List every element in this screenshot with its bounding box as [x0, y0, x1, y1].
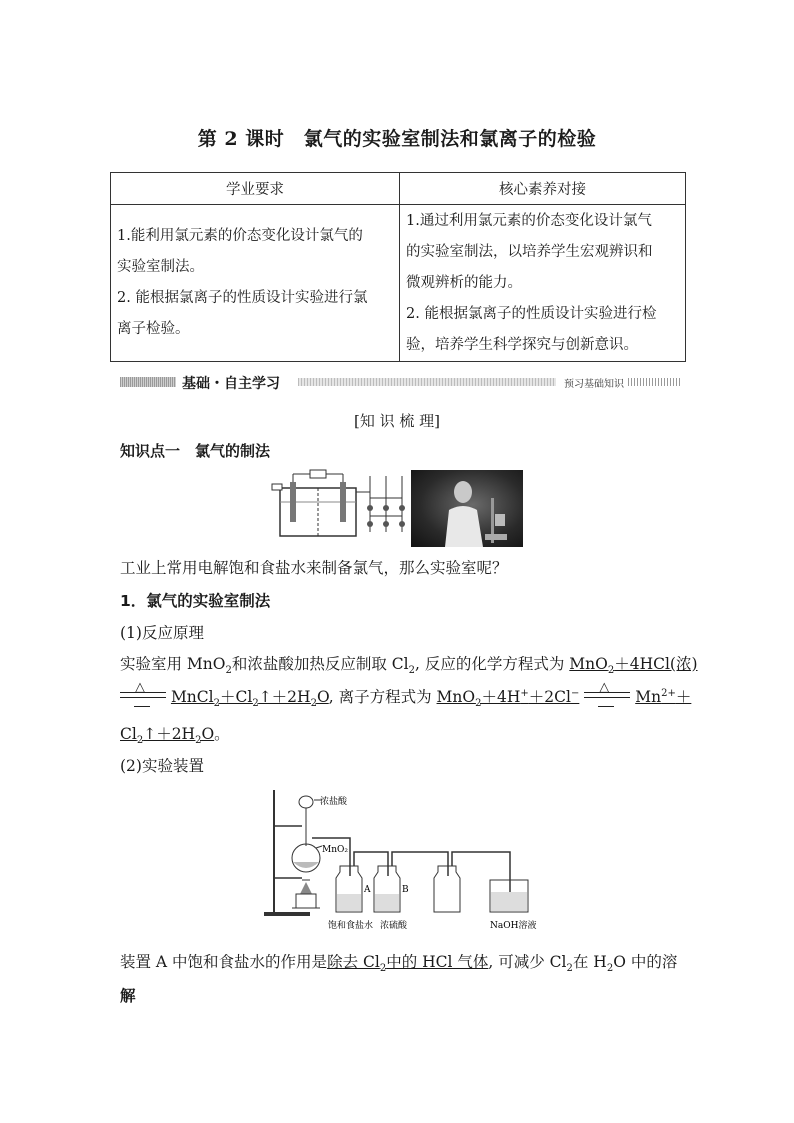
knowledge-point-heading: 知识点一 氯气的制法 [120, 442, 271, 460]
heat-condition-sign [584, 680, 630, 706]
text-span: O [201, 725, 215, 743]
text-span: 中的 HCl 气体 [386, 953, 489, 971]
reaction-line-1 [120, 652, 698, 676]
competency-line: 验，培养学生科学探究与创新意识。 [406, 336, 638, 353]
dash-line [598, 706, 614, 707]
subscript: 2 [252, 698, 259, 710]
subscript: 2 [379, 963, 387, 975]
section-label: 基础・自主学习 [182, 376, 280, 392]
competency-line: 2. 能根据氯离子的性质设计实验进行检 [406, 305, 657, 322]
requirement-line: 实验室制法。 [117, 259, 204, 275]
text-span: ＋4HCl(浓) [614, 655, 698, 673]
text-span: O [316, 688, 329, 706]
lab-photo [411, 470, 523, 547]
text-span: MnO [436, 688, 476, 706]
competency-line: 的实验室制法，以培养学生宏观辨识和 [406, 243, 653, 260]
requirement-line: 离子检验。 [117, 321, 190, 337]
intro-text: 工业上常用电解饱和食盐水来制备氯气，那么实验室呢？ [120, 559, 508, 577]
sub2-heading: (2)实验装置 [120, 757, 204, 775]
label-hcl: 浓盐酸 [320, 797, 348, 807]
page-title: 第 2 课时 氯气的实验室制法和氯离子的检验 [197, 128, 597, 150]
double-line [120, 692, 166, 698]
text-span: , 反应的化学方程式为 [415, 655, 570, 673]
text-span: 除去 Cl [327, 953, 380, 971]
answer-span [436, 687, 580, 710]
subscript: 2 [566, 963, 573, 975]
text-span: ＋Cl [219, 688, 253, 706]
subscript: 2 [607, 665, 615, 677]
text-span: ↑＋2H [258, 688, 311, 706]
text-span: , 离子方程式为 [328, 688, 437, 706]
text-span: Mn [635, 688, 662, 706]
reaction-line-2 [120, 680, 692, 710]
text-span: 。 [214, 725, 230, 743]
dash-line [134, 706, 150, 707]
subscript: 2 [606, 963, 614, 975]
text-span: 装置 A 中饱和食盐水的作用是 [120, 953, 328, 971]
heat-condition-sign [120, 680, 166, 706]
heat-triangle-icon: △ [599, 680, 610, 695]
text-span: Cl [120, 725, 137, 743]
competencies-cell [400, 205, 686, 362]
answer-span [120, 725, 215, 747]
chemist-figure [411, 470, 523, 547]
subscript: 2 [195, 735, 202, 747]
requirement-line: 2. 能根据氯离子的性质设计实验进行氯 [117, 290, 368, 306]
text-span: MnCl [170, 688, 214, 706]
subscript: 2 [136, 735, 144, 747]
apparatus-diagram [262, 786, 542, 936]
competency-line: 1.通过利用氯元素的价态变化设计氯气 [406, 212, 652, 229]
subscript: 2 [225, 665, 232, 677]
text-span: 在 H [572, 953, 607, 971]
subheading: [知 识 梳 理] [353, 412, 440, 430]
subscript: 2 [475, 698, 482, 710]
answer-span [327, 953, 489, 975]
table-header-requirements: 学业要求 [111, 173, 400, 205]
superscript: 2+ [661, 687, 676, 699]
text-span: ＋4H [481, 688, 521, 706]
label-b: B [402, 885, 409, 895]
reaction-line-3 [120, 722, 230, 746]
answer-span [569, 655, 698, 677]
final-line-2: 解 [120, 986, 136, 1005]
text-span: MnO [569, 655, 608, 673]
superscript: + [520, 687, 529, 699]
caption-brine: 饱和食盐水 [328, 921, 374, 931]
section-bar [120, 373, 680, 391]
answer-span [635, 688, 691, 706]
subscript: 2 [408, 665, 415, 677]
label-mno2: MnO₂ [322, 845, 348, 855]
text-span: 和浓盐酸加热反应制取 Cl [231, 655, 409, 673]
text-span: ＋2Cl [528, 688, 571, 706]
competency-line: 微观辨析的能力。 [406, 274, 522, 291]
text-span: , 可减少 Cl [488, 953, 567, 971]
caption-naoh: NaOH溶液 [490, 921, 537, 931]
bar-stripe-middle [298, 378, 556, 386]
subscript: 2 [310, 698, 317, 710]
requirement-line: 1.能利用氯元素的价态变化设计氯气的 [117, 228, 363, 244]
sub1-heading: (1)反应原理 [120, 624, 204, 642]
section-right-label: 预习基础知识 [564, 379, 624, 390]
caption-sulfuric: 浓硫酸 [380, 921, 408, 931]
text-span: O 中的溶 [613, 953, 678, 971]
bar-stripe-right [628, 378, 680, 386]
label-a: A [364, 885, 371, 895]
heat-triangle-icon: △ [135, 680, 145, 695]
double-line [584, 692, 630, 698]
requirements-table [110, 172, 686, 362]
table-header-competencies: 核心素养对接 [400, 173, 686, 205]
requirements-cell [111, 205, 400, 362]
final-line-1 [120, 950, 677, 974]
electrolysis-diagram [270, 468, 408, 548]
point1-heading: 1．氯气的实验室制法 [120, 592, 271, 610]
subscript: 2 [213, 698, 220, 710]
superscript: − [570, 687, 580, 699]
bar-stripe-left [120, 377, 176, 387]
text-span: ＋ [675, 688, 692, 706]
answer-span [170, 688, 329, 710]
text-span: ↑＋2H [143, 725, 196, 743]
text-span: 实验室用 MnO [120, 655, 226, 673]
